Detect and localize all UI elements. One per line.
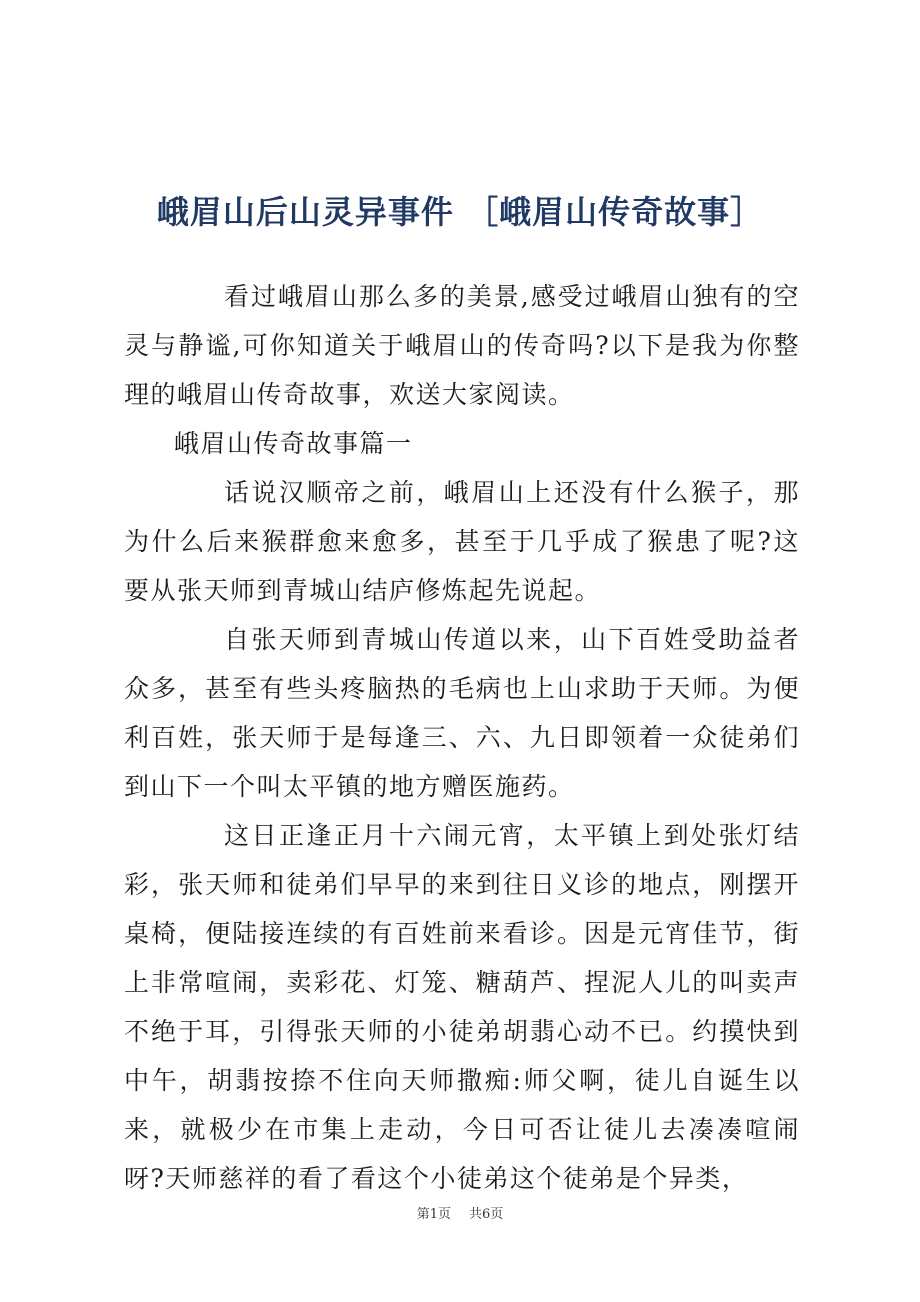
paragraph-3: 这日正逢正月十六闹元宵，太平镇上到处张灯结彩，张天师和徒弟们早早的来到往日义诊的地点，刚摆开桌椅，便陆接连续的有百姓前来看诊。因是元宵佳节，街上非常喧闹，卖彩花、灯笼、糖葫芦、捏泥人儿的叫卖声不绝于耳，引得张天师的小徒弟胡翡心动不已。约摸快到中午，胡翡按捺不住向天师撒痴:师父啊，徒儿自诞生以来，就极少在市集上走动，今日可否让徒儿去凑凑喧闹呀?天师慈祥的看了看这个小徒弟这个徒弟是个异类， — [124, 821, 800, 1193]
page-number: 第1页 — [416, 1207, 451, 1222]
paragraph-intro: 看过峨眉山那么多的美景,感受过峨眉山独有的空灵与静谧,可你知道关于峨眉山的传奇吗?以下是我为你整理的峨眉山传奇故事，欢送大家阅读。 — [124, 282, 800, 409]
page-total: 共6页 — [469, 1207, 504, 1222]
page-title: 峨眉山后山灵异事件 ［峨眉山传奇故事］ — [156, 193, 764, 231]
page-footer — [0, 1205, 920, 1225]
paragraph-2: 自张天师到青城山传道以来，山下百姓受助益者众多，甚至有些头疼脑热的毛病也上山求助于天师。为便利百姓，张天师于是每逢三、六、九日即领着一众徒弟们到山下一个叫太平镇的地方赠医施药。 — [124, 625, 800, 801]
paragraph-1: 话说汉顺帝之前，峨眉山上还没有什么猴子，那为什么后来猴群愈来愈多，甚至于几乎成了猴患了呢?这要从张天师到青城山结庐修炼起先说起。 — [124, 478, 800, 605]
section-heading: 峨眉山传奇故事篇一 — [174, 429, 413, 458]
document-body — [124, 272, 800, 1203]
